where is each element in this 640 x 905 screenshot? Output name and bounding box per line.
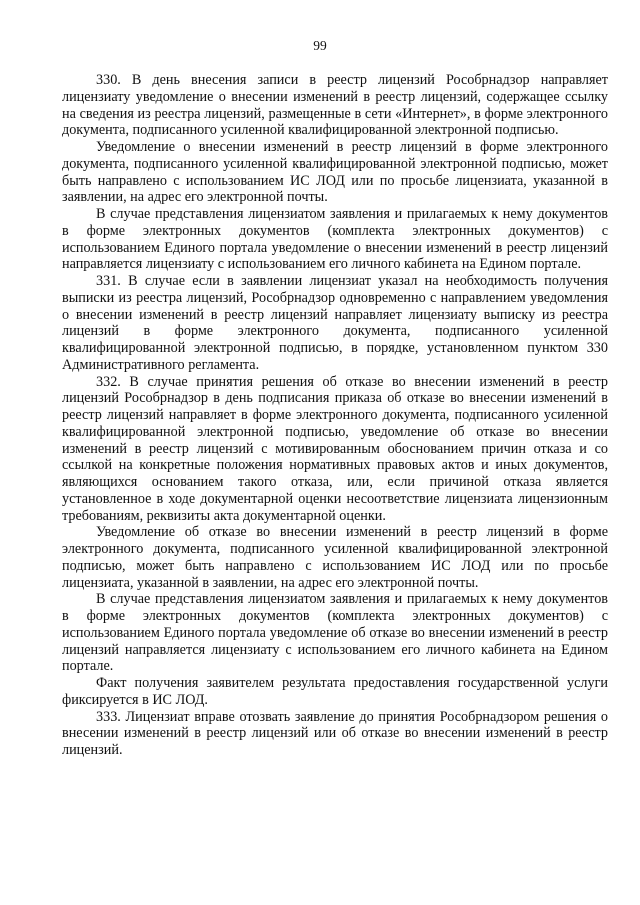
paragraph-332-portal: В случае представления лицензиатом заявления и прилагаемых к нему документов в форме электронных документов (комплекта электронных документов) с использованием Единого портала уведомление об отказе во внесении изменений в реестр лицензий направляется лицензиату с использованием его личного кабинета на Едином портале.: [62, 591, 608, 675]
paragraph-result-fixed: Факт получения заявителем результата предоставления государственной услуги фиксируется в ИС ЛОД.: [62, 675, 608, 708]
document-body: [62, 72, 608, 759]
paragraph-332: 332. В случае принятия решения об отказе во внесении изменений в реестр лицензий Рособрнадзор в день подписания приказа об отказе во внесении изменений в реестр лицензий направляет в форме электронного документа, подписанного усиленной квалифицированной электронной подписью, уведомление об отказе во внесении изменений в реестр лицензий с мотивированным обоснованием причин отказа и со ссылкой на конкретные положения нормативных правовых актов и иных документов, являющихся основанием такого отказа, или, если причиной отказа является установленное в ходе документарной оценки несоответствие лицензиата лицензионным требованиям, реквизиты акта документарной оценки.: [62, 373, 608, 524]
paragraph-332-notice-email: Уведомление об отказе во внесении изменений в реестр лицензий в форме электронного документа, подписанного усиленной квалифицированной электронной подписью, может быть направлено с использованием ИС ЛОД или по просьбе лицензиата, указанной в заявлении, на адрес его электронной почты.: [62, 524, 608, 591]
paragraph-330-portal: В случае представления лицензиатом заявления и прилагаемых к нему документов в форме электронных документов (комплекта электронных документов) с использованием Единого портала уведомление о внесении изменений в реестр лицензий направляется лицензиату с использованием его личного кабинета на Едином портале.: [62, 206, 608, 273]
paragraph-330: 330. В день внесения записи в реестр лицензий Рособрнадзор направляет лицензиату уведомление о внесении изменений в реестр лицензий, содержащее ссылку на сведения из реестра лицензий, размещенные в сети «Интернет», в форме электронного документа, подписанного усиленной квалифицированной электронной подписью.: [62, 72, 608, 139]
paragraph-331: 331. В случае если в заявлении лицензиат указал на необходимость получения выписки из реестра лицензий, Рособрнадзор одновременно с направлением уведомления о внесении изменений в реестр лицензий направляет лицензиату выписку из реестра лицензий в форме электронного документа, подписанного усиленной квалифицированной электронной подписью, в порядке, установленном пунктом 330 Административного регламента.: [62, 273, 608, 373]
page-number: 99: [313, 38, 327, 53]
paragraph-330-notice-email: Уведомление о внесении изменений в реестр лицензий в форме электронного документа, подписанного усиленной квалифицированной электронной подписью, может быть направлено с использованием ИС ЛОД или по просьбе лицензиата, указанной в заявлении, на адрес его электронной почты.: [62, 139, 608, 206]
paragraph-333: 333. Лицензиат вправе отозвать заявление до принятия Рособрнадзором решения о внесении изменений в реестр лицензий или об отказе во внесении изменений в реестр лицензий.: [62, 708, 608, 758]
